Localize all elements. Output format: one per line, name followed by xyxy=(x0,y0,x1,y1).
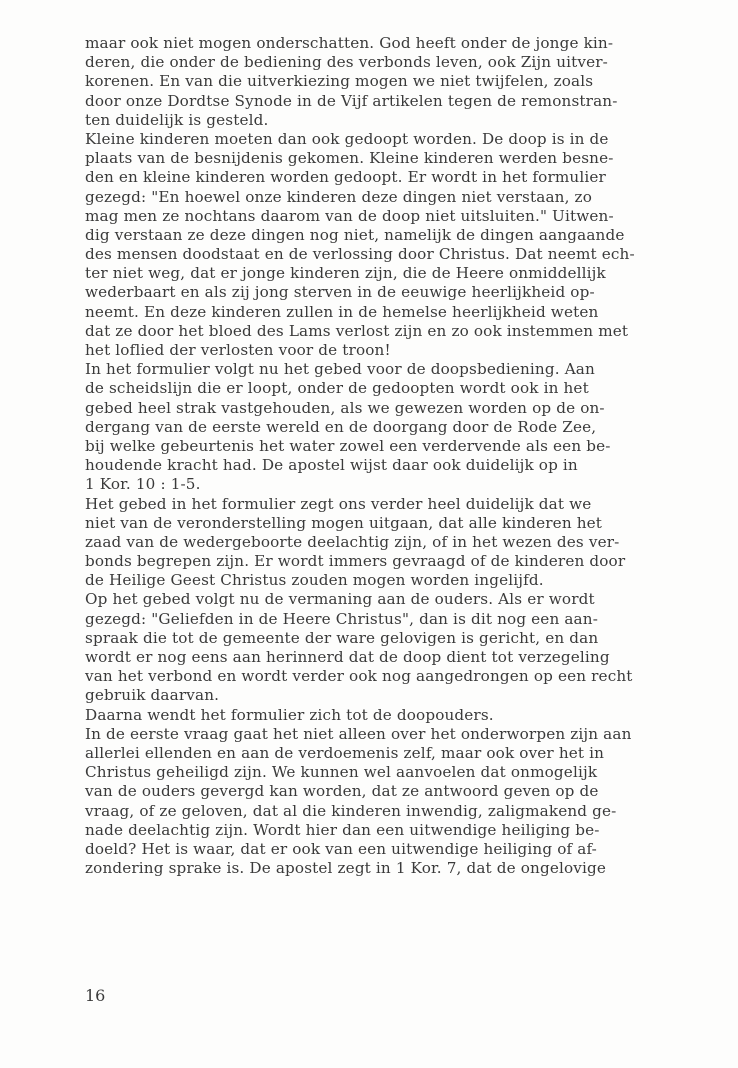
text-line: van de ouders gevergd kan worden, dat ze antwoord geven op de xyxy=(85,782,599,801)
text-line: allerlei ellenden en aan de verdoemenis zelf, maar ook over het in xyxy=(85,743,605,762)
page-number: 16 xyxy=(85,986,106,1005)
text-line: wordt er nog eens aan herinnerd dat de doop dient tot verzegeling xyxy=(85,648,610,666)
text-line: door onze Dordtse Synode in de Vijf artikelen tegen de remonstran- xyxy=(85,91,618,110)
text-line: ter niet weg, dat er jonge kinderen zijn, die de Heere onmiddellijk xyxy=(85,264,606,283)
text-line: gebed heel strak vastgehouden, als we gewezen worden op de on- xyxy=(85,398,605,417)
text-line: Het gebed in het formulier zegt ons verder heel duidelijk dat we xyxy=(85,494,592,513)
text-line: wederbaart en als zij jong sterven in de eeuwige heerlijkheid op- xyxy=(85,283,595,302)
text-line: mag men ze nochtans daarom van de doop niet uitsluiten." Uitwen- xyxy=(85,206,614,225)
text-line: gezegd: "En hoewel onze kinderen deze dingen niet verstaan, zo xyxy=(85,187,592,206)
text-line: maar ook niet mogen onderschatten. God heeft onder de jonge kin- xyxy=(85,34,614,52)
text-line: houdende kracht had. De apostel wijst daar ook duidelijk op in xyxy=(85,456,578,475)
text-line: het loflied der verlosten voor de troon! xyxy=(85,341,391,359)
text-line: Op het gebed volgt nu de vermaning aan de ouders. Als er wordt xyxy=(85,590,595,609)
text-line: bij welke gebeurtenis het water zowel een verdervende als een be- xyxy=(85,436,611,455)
text-line: de scheidslijn die er loopt, onder de gedoopten wordt ook in het xyxy=(85,379,589,398)
text-line: des mensen doodstaat en de verlossing door Christus. Dat neemt ech- xyxy=(85,245,635,264)
text-line: 1 Kor. 10 : 1-5. xyxy=(85,475,201,494)
text-line: plaats van de besnijdenis gekomen. Kleine kinderen werden besne- xyxy=(85,149,614,168)
text-line: neemt. En deze kinderen zullen in de hemelse heerlijkheid weten xyxy=(85,302,599,321)
text-line: Christus geheiligd zijn. We kunnen wel aanvoelen dat onmogelijk xyxy=(85,763,598,782)
text-line: zaad van de wedergeboorte deelachtig zijn, of in het wezen des ver- xyxy=(85,532,620,551)
text-line: korenen. En van die uitverkiezing mogen we niet twijfelen, zoals xyxy=(85,72,594,91)
text-line: de Heilige Geest Christus zouden mogen worden ingelijfd. xyxy=(85,571,544,590)
text-line: gezegd: "Geliefden in de Heere Christus", dan is dit nog een aan- xyxy=(85,609,598,628)
text-line: deren, die onder de bediening des verbonds leven, ook Zijn uitver- xyxy=(85,53,608,72)
text-line: spraak die tot de gemeente der ware gelovigen is gericht, en dan xyxy=(85,628,599,647)
text-line: dergang van de eerste wereld en de doorgang door de Rode Zee, xyxy=(85,417,597,436)
text-line: nade deelachtig zijn. Wordt hier dan een uitwendige heiliging be- xyxy=(85,820,600,839)
text-line: vraag, of ze geloven, dat al die kinderen inwendig, zaligmakend ge- xyxy=(85,801,617,820)
text-line: den en kleine kinderen worden gedoopt. Er wordt in het formulier xyxy=(85,168,606,187)
text-line: In het formulier volgt nu het gebed voor de doopsbediening. Aan xyxy=(85,360,595,379)
text-line: dat ze door het bloed des Lams verlost zijn en zo ook instemmen met xyxy=(85,321,629,340)
text-line: ten duidelijk is gesteld. xyxy=(85,110,269,129)
text-line: dig verstaan ze deze dingen nog niet, namelijk de dingen aangaande xyxy=(85,225,625,244)
text-line: van het verbond en wordt verder ook nog aangedrongen op een recht xyxy=(85,667,633,686)
text-line: gebruik daarvan. xyxy=(85,686,220,705)
body-text xyxy=(85,34,685,878)
text-line: Daarna wendt het formulier zich tot de doopouders. xyxy=(85,705,494,724)
text-line: zondering sprake is. De apostel zegt in 1 Kor. 7, dat de ongelovige xyxy=(85,859,607,878)
text-line: doeld? Het is waar, dat er ook van een uitwendige heiliging of af- xyxy=(85,839,597,858)
text-line: bonds begrepen zijn. Er wordt immers gevraagd of de kinderen door xyxy=(85,552,626,571)
text-line: Kleine kinderen moeten dan ook gedoopt worden. De doop is in de xyxy=(85,129,609,148)
text-line: niet van de veronderstelling mogen uitgaan, dat alle kinderen het xyxy=(85,513,603,532)
text-line: In de eerste vraag gaat het niet alleen over het onderworpen zijn aan xyxy=(85,724,632,743)
